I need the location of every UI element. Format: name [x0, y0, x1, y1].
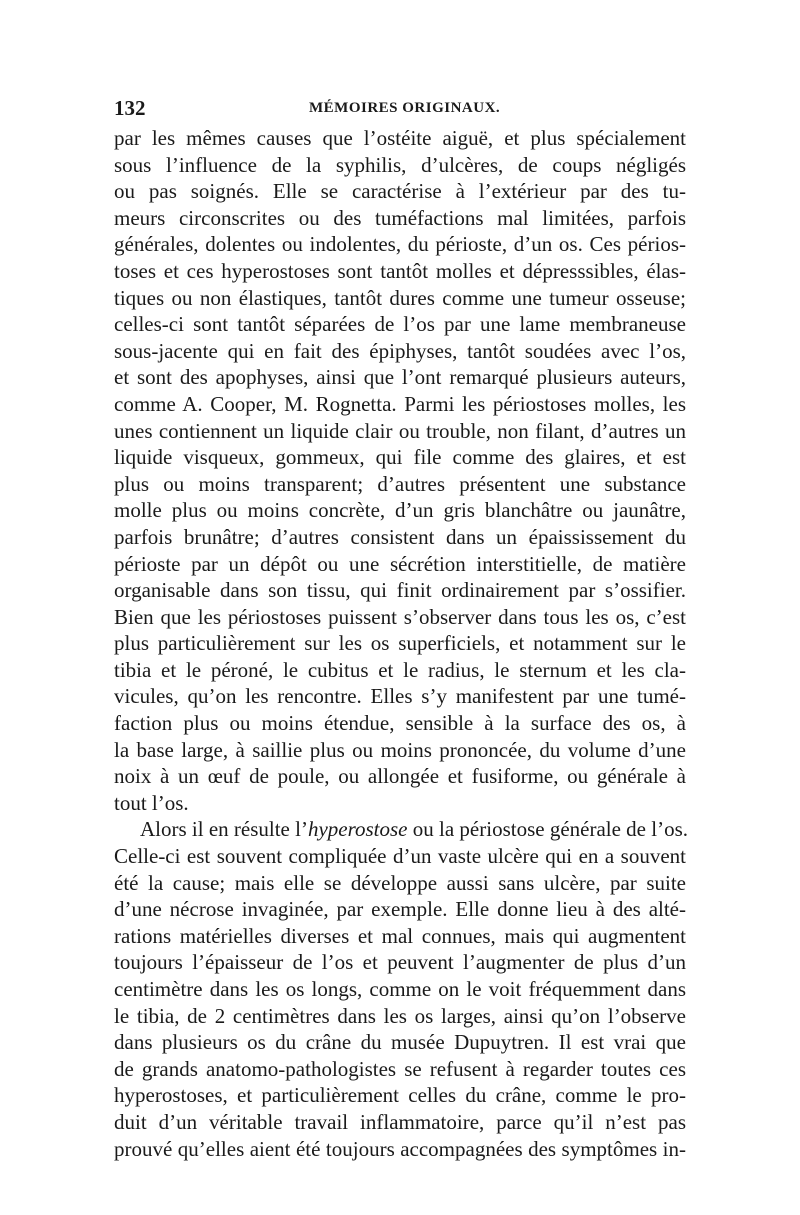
paragraph-line: le tibia, de 2 centimètres dans les os larges, ainsi qu’on l’observe	[114, 1003, 686, 1028]
paragraph-line: faction plus ou moins étendue, sensible à la surface des os, à	[114, 711, 686, 736]
book-page	[114, 96, 689, 1162]
paragraph-line: tibia et le péroné, le cubitus et le radius, le sternum et les cla-	[114, 657, 686, 682]
paragraph-2	[114, 816, 689, 1162]
paragraph-line: parfois brunâtre; d’autres consistent dans un épaississement du	[114, 524, 686, 549]
page-header	[114, 96, 686, 122]
paragraph-line: vicules, qu’on les rencontre. Elles s’y manifestent par une tumé-	[114, 684, 686, 709]
text-run: ou la périostose générale de l’os.	[407, 817, 689, 842]
paragraph-line: tiques ou non élastiques, tantôt dures comme une tumeur osseuse;	[114, 285, 686, 310]
paragraph-line: prouvé qu’elles aient été toujours accompagnées des symptômes in-	[114, 1136, 686, 1161]
paragraph-line: plus ou moins transparent; d’autres présentent une substance	[114, 471, 686, 496]
paragraph-line: toujours l’épaisseur de l’os et peuvent l’augmenter de plus d’un	[114, 950, 686, 975]
paragraph-line: celles-ci sont tantôt séparées de l’os par une lame membraneuse	[114, 312, 686, 337]
paragraph-line: hyperostoses, et particulièrement celles du crâne, comme le pro-	[114, 1083, 686, 1108]
paragraph-line: sous-jacente qui en fait des épiphyses, tantôt soudées avec l’os,	[114, 338, 686, 363]
running-head: MÉMOIRES ORIGINAUX.	[309, 100, 501, 116]
paragraph-line: noix à un œuf de poule, ou allongée et fusiforme, ou générale à	[114, 764, 686, 789]
paragraph-line: molle plus ou moins concrète, d’un gris blanchâtre ou jaunâtre,	[114, 498, 686, 523]
paragraph-line: générales, dolentes ou indolentes, du périoste, d’un os. Ces périos-	[114, 232, 686, 257]
paragraph-line: ou pas soignés. Elle se caractérise à l’extérieur par des tu-	[114, 179, 686, 204]
paragraph-line: par les mêmes causes que l’ostéite aiguë, et plus spécialement	[114, 126, 686, 150]
paragraph-line: unes contiennent un liquide clair ou trouble, non filant, d’autres un	[114, 418, 686, 443]
paragraph-line: Celle-ci est souvent compliquée d’un vaste ulcère qui en a souvent	[114, 844, 686, 869]
page-number: 132	[114, 96, 146, 120]
italic-term: hyperostose	[307, 817, 408, 842]
paragraph-line: tout l’os.	[114, 790, 189, 815]
text-run: Alors il en résulte l’	[140, 817, 308, 842]
paragraph-line: la base large, à saillie plus ou moins prononcée, du volume d’une	[114, 737, 686, 762]
paragraph-line: centimètre dans les os longs, comme on le voit fréquemment dans	[114, 977, 686, 1001]
paragraph-line: et sont des apophyses, ainsi que l’ont remarqué plusieurs auteurs,	[114, 365, 686, 390]
paragraph-line: périoste par un dépôt ou une sécrétion interstitielle, de matière	[114, 551, 686, 576]
paragraph-line	[114, 816, 689, 843]
paragraph-line: d’une nécrose invaginée, par exemple. Elle donne lieu à des alté-	[114, 897, 686, 922]
paragraph-line: organisable dans son tissu, qui finit ordinairement par s’ossifier.	[114, 578, 686, 603]
paragraph-line: rations matérielles diverses et mal connues, mais qui augmentent	[114, 923, 686, 948]
paragraph-line: duit d’un véritable travail inflammatoire, parce qu’il n’est pas	[114, 1109, 686, 1134]
paragraph-line: été la cause; mais elle se développe aussi sans ulcère, par suite	[114, 870, 686, 895]
body-text	[114, 125, 689, 1162]
paragraph-line: liquide visqueux, gommeux, qui file comme des glaires, et est	[114, 445, 686, 470]
paragraph-line: meurs circonscrites ou des tuméfactions mal limitées, parfois	[114, 205, 686, 230]
paragraph-line: toses et ces hyperostoses sont tantôt molles et dépresssibles, élas-	[114, 258, 686, 283]
paragraph-line: comme A. Cooper, M. Rognetta. Parmi les périostoses molles, les	[114, 391, 686, 416]
paragraph-line: Bien que les périostoses puissent s’observer dans tous les os, c’est	[114, 604, 686, 629]
paragraph-line: sous l’influence de la syphilis, d’ulcères, de coups négligés	[114, 152, 686, 177]
paragraph-1	[114, 125, 686, 816]
paragraph-line: de grands anatomo-pathologistes se refusent à regarder toutes ces	[114, 1056, 686, 1081]
paragraph-line: plus particulièrement sur les os superficiels, et notamment sur le	[114, 631, 686, 656]
paragraph-line: dans plusieurs os du crâne du musée Dupuytren. Il est vrai que	[114, 1030, 686, 1055]
